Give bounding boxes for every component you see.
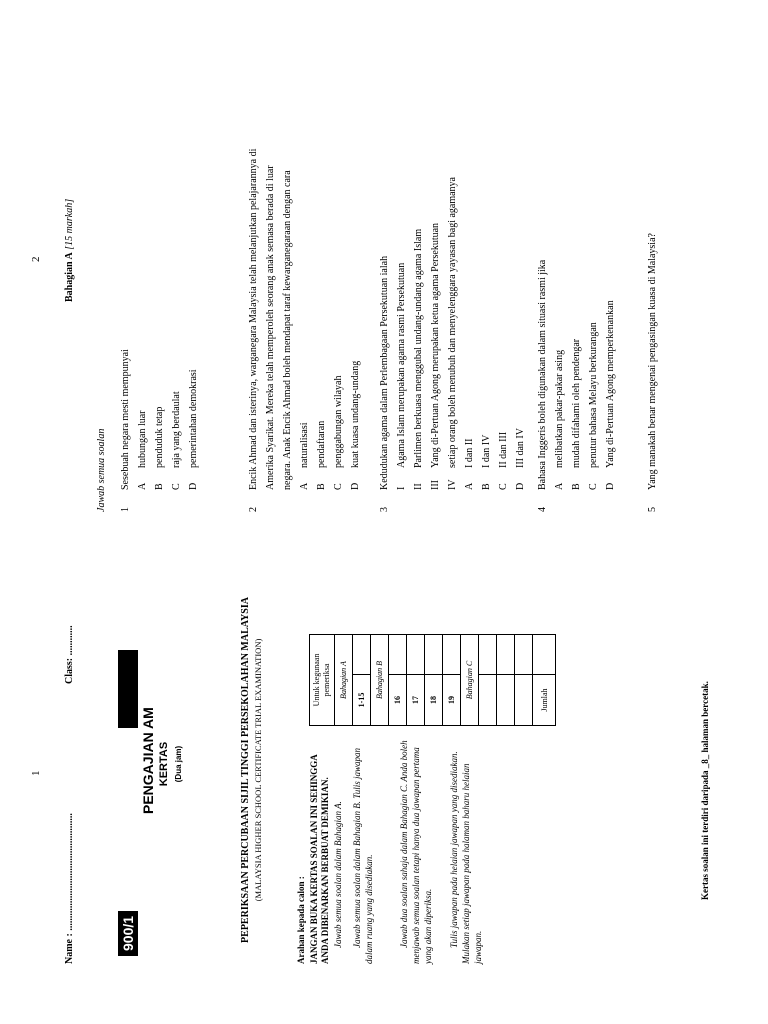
row-18: 18: [425, 675, 443, 726]
subject-title: PENGAJIAN AM: [140, 707, 156, 814]
option-text: pendaftaran: [316, 420, 327, 468]
option-label: B: [481, 483, 492, 490]
row-16: 16: [389, 675, 407, 726]
option-text: I dan IV: [481, 434, 492, 468]
question-number: 4: [537, 507, 548, 512]
instruction-d-line1: Tulis jawapan pada helaian jawapan yang disediakan.: [449, 751, 459, 948]
statement-label: II: [413, 483, 424, 490]
option-text: naturalisasi: [299, 422, 310, 468]
option-label: B: [571, 483, 582, 490]
statement-label: III: [430, 480, 441, 490]
warning-line2: ANDA DIBENARKAN BERBUAT DEMIKIAN.: [320, 777, 330, 964]
page-number: 2: [30, 256, 42, 262]
statement-text: Parlimen berkuasa menggubal undang-undang agama Islam: [413, 228, 424, 468]
section-a-label: Bahagian A: [335, 635, 353, 726]
option-text: raja yang berdaulat: [171, 391, 182, 468]
option-label: D: [188, 482, 199, 490]
statement-text: Yang di-Pertuan Agong merupakan ketua agama Persekutuan: [430, 222, 441, 468]
question-text: Sesebuah negara mesti mempunyai: [120, 349, 131, 490]
blank-cell: [497, 675, 515, 726]
answer-all-instruction: Jawab semua soalan: [96, 428, 107, 512]
blank-cell: [515, 675, 533, 726]
total-label: Jumlah: [533, 675, 556, 726]
exam-subtitle: (MALAYSIA HIGHER SCHOOL CERTIFICATE TRIAL EXAMINATION): [253, 638, 263, 902]
option-label: D: [515, 482, 526, 490]
option-text: penggabungan wilayah: [333, 375, 344, 468]
page-number: 1: [30, 770, 42, 776]
paper-code: 900/1: [118, 911, 138, 956]
option-label: B: [154, 483, 165, 490]
option-text: melibatkan pakar-pakar asing: [554, 349, 565, 468]
option-label: C: [498, 483, 509, 490]
warning-line1: JANGAN BUKA KERTAS SOALAN INI SEHINGGA: [309, 754, 319, 964]
section-title: Bahagian A [15 markah]: [64, 198, 75, 302]
statement-text: Agama Islam merupakan agama rasmi Persekutuan: [396, 262, 407, 468]
score-cell: [497, 635, 515, 675]
option-text: II dan III: [498, 431, 509, 468]
score-cell: [443, 635, 461, 675]
duration: (Dua jam): [174, 745, 183, 783]
option-text: penduduk tetap: [154, 406, 165, 468]
exam-title: PEPERIKSAAN PERCUBAAN SIJIL TINGGI PERSEKOLAHAN MALAYSIA: [240, 597, 251, 943]
examiner-score-table: [309, 634, 556, 726]
cover-page: [0, 512, 768, 1024]
instructions-heading: Arahan kepada calon :: [296, 876, 306, 964]
instruction-b-line2: dalam ruang yang disediakan.: [364, 854, 374, 964]
option-text: pemerintahan demokrasi: [188, 369, 199, 468]
examiner-header: Untuk kegunaan pemeriksa: [310, 635, 335, 726]
instruction-c-line3: yang akan diperiksa.: [423, 888, 433, 964]
instruction-a: Jawab semua soalan dalam Bahagian A.: [333, 801, 343, 948]
row-19: 19: [443, 675, 461, 726]
option-text: III dan IV: [515, 428, 526, 468]
question-text: Kedudukan agama dalam Perlembagaan Persekutuan ialah: [379, 255, 390, 490]
option-label: D: [350, 482, 361, 490]
instruction-d-line2: Mulakan setiap jawapan pada halaman baharu helaian: [461, 763, 471, 964]
option-label: A: [137, 482, 148, 490]
option-label: C: [171, 483, 182, 490]
option-label: D: [605, 482, 616, 490]
question-text: Amerika Syarikat. Mereka telah memperoleh seorang anak semasa berada di luar: [265, 165, 276, 490]
question-number: 1: [120, 507, 131, 512]
score-cell: [353, 635, 371, 675]
question-text: negara. Anak Encik Ahmad boleh mendapat taraf kewarganegaraan dengan cara: [282, 170, 293, 490]
question-text: Encik Ahmad dan isterinya, warganegara Malaysia telah melanjutkan pelajarannya di: [248, 148, 259, 490]
option-text: I dan II: [464, 438, 475, 468]
score-cell: [425, 635, 443, 675]
question-number: 2: [248, 507, 259, 512]
question-number: 3: [379, 507, 390, 512]
class-field: Class: ............: [64, 625, 75, 684]
statement-label: IV: [447, 479, 458, 490]
statement-label: I: [396, 486, 407, 490]
option-label: B: [316, 483, 327, 490]
option-text: hubungan luar: [137, 410, 148, 468]
section-b-label: Bahagian B: [371, 635, 389, 726]
instruction-d-line3: jawapan.: [473, 930, 483, 964]
footer-page-count: Kertas soalan ini terdiri daripada _8_ halaman bercetak.: [700, 681, 710, 900]
paper-label: KERTAS: [158, 741, 170, 787]
section-c-label: Bahagian C: [461, 635, 479, 726]
score-cell: [515, 635, 533, 675]
option-label: C: [333, 483, 344, 490]
option-label: A: [464, 482, 475, 490]
option-text: mudah difahami oleh pendengar: [571, 338, 582, 468]
instruction-c-line1: Jawab dua soalan sahaja dalam Bahagian C. Anda boleh: [399, 740, 409, 948]
option-text: kuat kuasa undang-undang: [350, 360, 361, 468]
range-a: 1-15: [353, 675, 371, 726]
instruction-c-line2: menjawab semua soalan tetapi hanya dua jawapan pertama: [411, 747, 421, 964]
option-label: C: [588, 483, 599, 490]
option-text: Yang di-Pertuan Agong memperkenankan: [605, 300, 616, 468]
name-field: Name : ...............................................: [64, 813, 75, 964]
instruction-b-line1: Jawab semua soalan dalam Bahagian B. Tulis jawapan: [352, 747, 362, 948]
redacted-bar: [118, 650, 138, 728]
score-cell: [407, 635, 425, 675]
question-number: 5: [647, 507, 658, 512]
question-text: Yang manakah benar mengenai pengasingan kuasa di Malaysia?: [647, 233, 658, 490]
score-cell: [479, 635, 497, 675]
row-17: 17: [407, 675, 425, 726]
option-label: A: [299, 482, 310, 490]
statement-text: setiap orang boleh menubuh dan menyelenggara yayasan bagi agamanya: [447, 176, 458, 468]
score-cell: [533, 635, 556, 675]
option-text: penutur bahasa Melayu berkurangan: [588, 322, 599, 468]
question-text: Bahasa Inggeris boleh digunakan dalam situasi rasmi jika: [537, 259, 548, 490]
blank-cell: [479, 675, 497, 726]
score-cell: [389, 635, 407, 675]
option-label: A: [554, 482, 565, 490]
